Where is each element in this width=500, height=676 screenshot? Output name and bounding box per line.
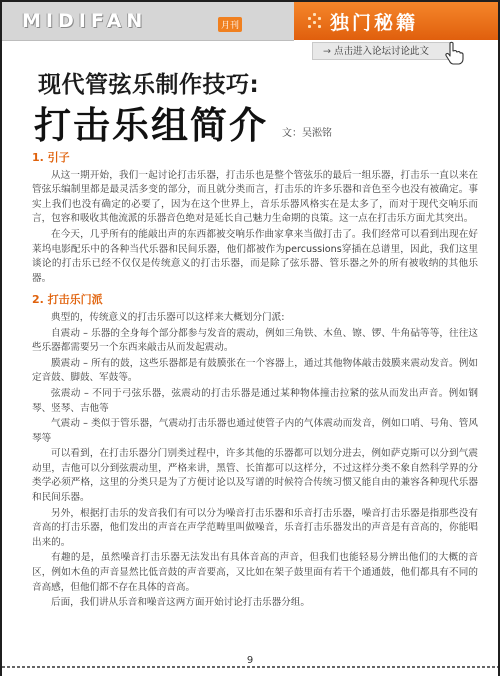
magazine-header [2, 2, 294, 41]
paragraph: 自震动 – 乐器的全身每个部分都参与发音的震动，例如三角铁、木鱼、镲、锣、牛角砧等等，往往这些乐器都需要另一个东西来敲击从而发起震动。 [32, 327, 478, 354]
section-banner [294, 2, 498, 40]
paragraph: 从这一期开始，我们一起讨论打击乐器，打击乐也是整个管弦乐的最后一组乐器，打击乐一直以来在管弦乐编制里都是最灵活多变的部分，而且就分类而言，打击乐的许多乐器和音色至今也没有被确定。事实上我们也没有确定的必要了，因为在这个世界上，音乐乐器风格实在是太多了，而对于现代交响乐而言，包容和吸收其他流派的乐器音色绝对是延长自己魅力生命期的良策。这一点在打击乐方面尤其突出。 [32, 169, 478, 225]
sound-dots-icon [308, 13, 322, 29]
bottom-divider [2, 666, 498, 668]
article-body [32, 151, 478, 612]
magazine-logo: MIDIFAN [22, 10, 148, 32]
page-number: 9 [246, 655, 254, 666]
article-author: 文：吴淞铭 [282, 128, 332, 139]
paragraph: 膜震动 – 所有的鼓，这些乐器都是有鼓膜张在一个容器上，通过其他物体敲击鼓膜来震动发音。例如定音鼓、脚鼓、军鼓等。 [32, 357, 478, 384]
forum-link-label: 点击进入论坛讨论此文 [333, 46, 429, 57]
paragraph: 在今天，几乎所有的能敲出声的东西都被交响乐作曲家拿来当做打击了。我们经常可以看到出现在好莱坞电影配乐中的各种当代乐器和民间乐器，他们都被作为percussions穿插在总谱里，因此，我们这里谈论的打击乐已经不仅仅是传统意义的打击乐器，而是除了弦乐器、管乐器之外的所有被收纳的其他乐器。 [32, 228, 478, 284]
paragraph: 后面，我们讲从乐音和噪音这两方面开始讨论打击乐器分组。 [51, 597, 311, 609]
section-heading-intro: 1. 引子 [32, 151, 70, 164]
section-heading-categories: 2. 打击乐门派 [32, 293, 103, 307]
paragraph: 有趣的是，虽然噪音打击乐器无法发出有具体音高的声音，但我们也能轻易分辨出他们的大概的音区，例如木鱼的声音显然比低音鼓的声音要高，又比如在架子鼓里面有若干个通通鼓，他们都具有不同的音高感，但他们都不存在具体的音高。 [32, 552, 478, 593]
section-title: 独门秘籍 [330, 12, 419, 34]
arrow-right-icon: → [323, 46, 331, 57]
article-title: 打击乐组简介 [34, 104, 268, 147]
paragraph: 气震动 – 类似于管乐器，气震动打击乐器也通过使管子内的气体震动而发音，例如口哨、号角、管风琴等 [32, 418, 478, 444]
paragraph: 弦震动 – 不同于弓弦乐器，弦震动的打击乐器是通过某种物体撞击拉紧的弦从而发出声音。例如钢琴、竖琴、吉他等 [32, 387, 478, 414]
monthly-badge: 月刊 [218, 17, 242, 32]
paragraph: 另外，根据打击乐的发音我们有可以分为噪音打击乐器和乐音打击乐器，噪音打击乐器是指那些没有音高的打击乐器，他们发出的声音在声学范畴里叫做噪音，乐音打击乐器发出的声音是有音高的，你能唱出来的。 [32, 507, 478, 548]
paragraph: 典型的，传统意义的打击乐器可以这样来大概划分门派: [51, 311, 285, 323]
pointing-hand-icon [441, 40, 467, 66]
article-subtitle: 现代管弦乐制作技巧: [38, 72, 260, 98]
paragraph: 可以看到，在打击乐器分门别类过程中，许多其他的乐器都可以划分进去，例如萨克斯可以分到气震动里，吉他可以分到弦震动里，严格来讲，黑管、长笛都可以这样分，不过这样分类不象自然科学界的分类学必须严格，这里的分类只是为了方便讨论以及写谱的时候符合传统习惯又能自由的兼容各种现代乐器和民间乐器。 [32, 448, 478, 504]
forum-discussion-link[interactable] [312, 42, 452, 60]
page-frame-left [0, 0, 2, 676]
